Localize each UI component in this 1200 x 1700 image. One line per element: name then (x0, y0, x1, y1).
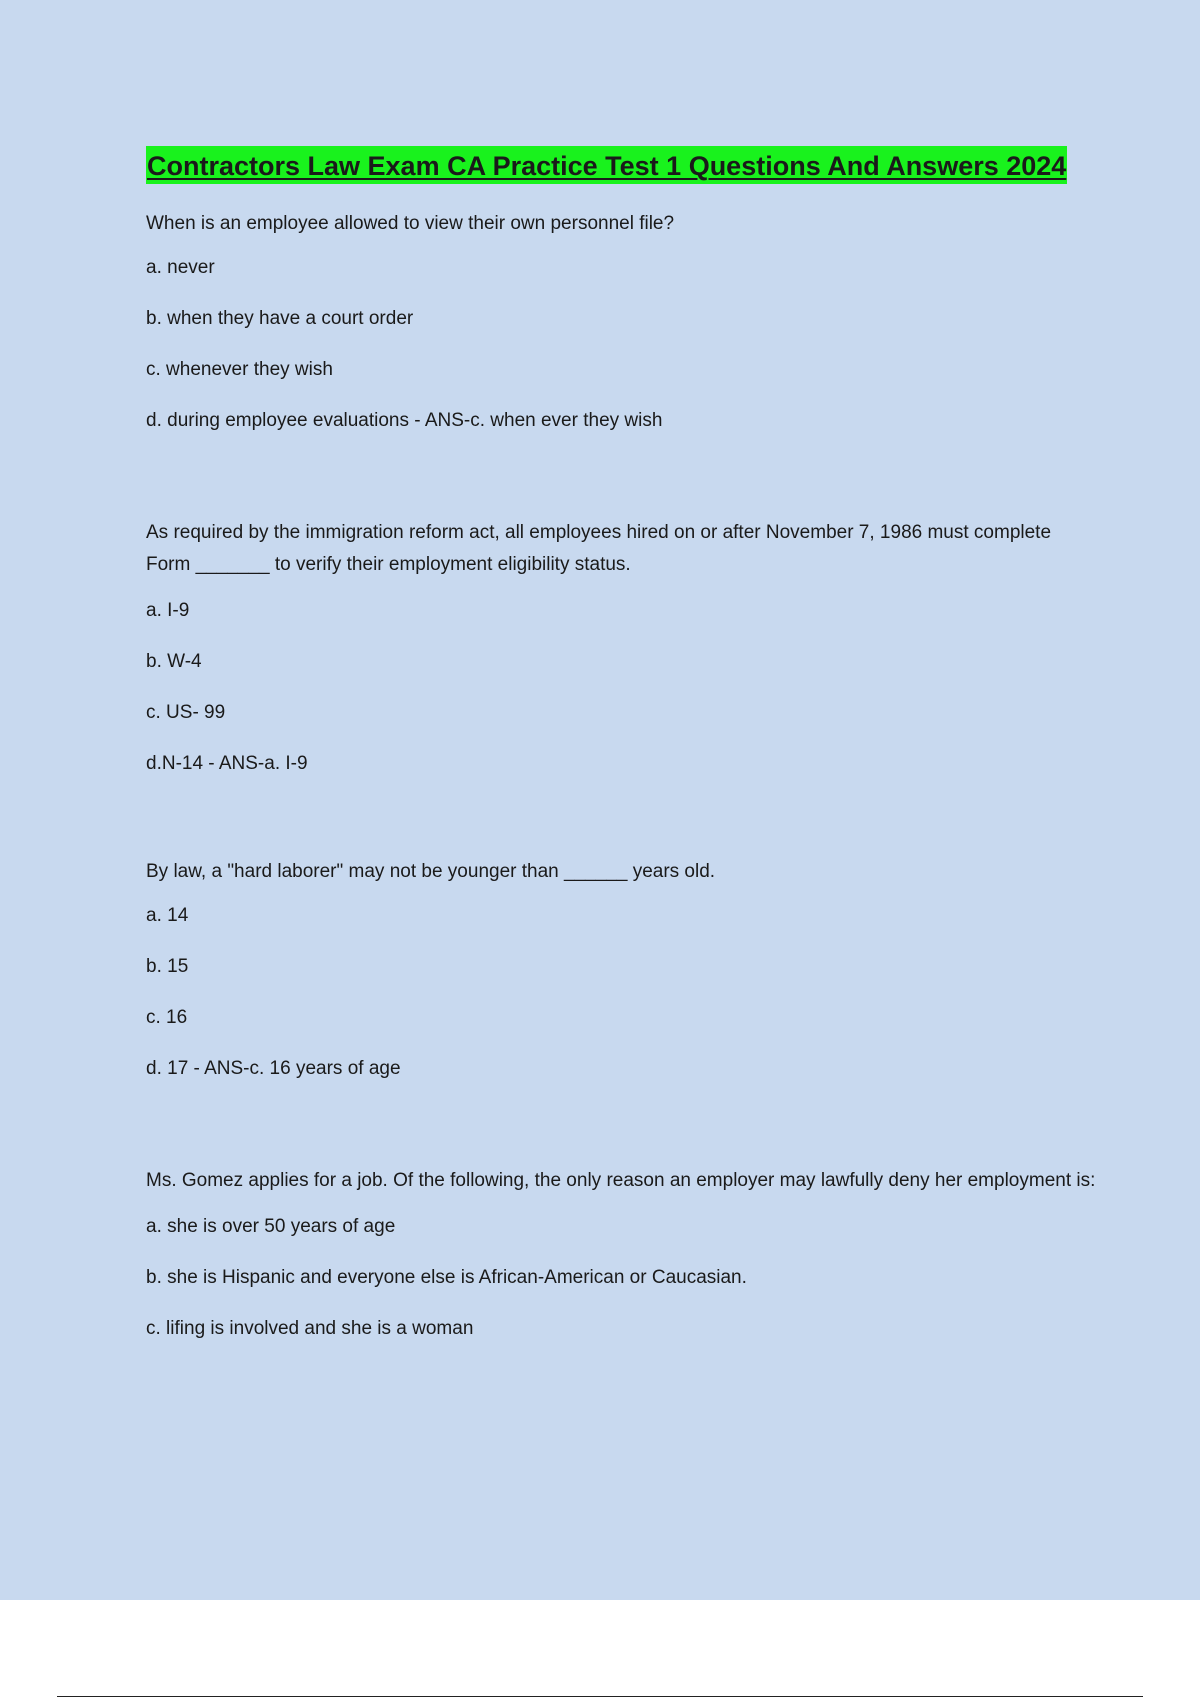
option-a: a. never (146, 257, 215, 278)
option-a: a. 14 (146, 905, 189, 926)
option-b: b. she is Hispanic and everyone else is African-American or Caucasian. (146, 1267, 747, 1288)
option-d: d.N-14 - ANS-a. I-9 (146, 753, 308, 774)
option-d: d. during employee evaluations - ANS-c. when ever they wish (146, 410, 663, 431)
option-c: c. whenever they wish (146, 359, 333, 380)
option-c: c. lifing is involved and she is a woman (146, 1318, 474, 1339)
option-b: b. W-4 (146, 651, 202, 672)
option-b: b. when they have a court order (146, 308, 414, 329)
document-title: Contractors Law Exam CA Practice Test 1 Questions And Answers 2024 (146, 146, 1067, 184)
option-c: c. 16 (146, 1007, 188, 1028)
document-content (146, 146, 1096, 1339)
option-a: a. she is over 50 years of age (146, 1216, 396, 1237)
option-a: a. I-9 (146, 600, 190, 621)
question-3 (146, 856, 1096, 1081)
footer-divider (57, 1696, 1143, 1697)
question-text: As required by the immigration reform act, all employees hired on or after November 7, 1986 must complete Form _______ to verify their employment eligibility status. (146, 522, 1052, 575)
option-d: d. 17 - ANS-c. 16 years of age (146, 1058, 401, 1079)
question-text: When is an employee allowed to view their own personnel file? (146, 213, 675, 234)
question-2 (146, 517, 1096, 776)
option-b: b. 15 (146, 956, 189, 977)
question-1 (146, 208, 1096, 433)
question-text: By law, a "hard laborer" may not be younger than ______ years old. (146, 861, 716, 882)
question-4 (146, 1165, 1096, 1341)
option-c: c. US- 99 (146, 702, 226, 723)
question-text: Ms. Gomez applies for a job. Of the following, the only reason an employer may lawfully deny her employment is: (146, 1170, 1096, 1191)
